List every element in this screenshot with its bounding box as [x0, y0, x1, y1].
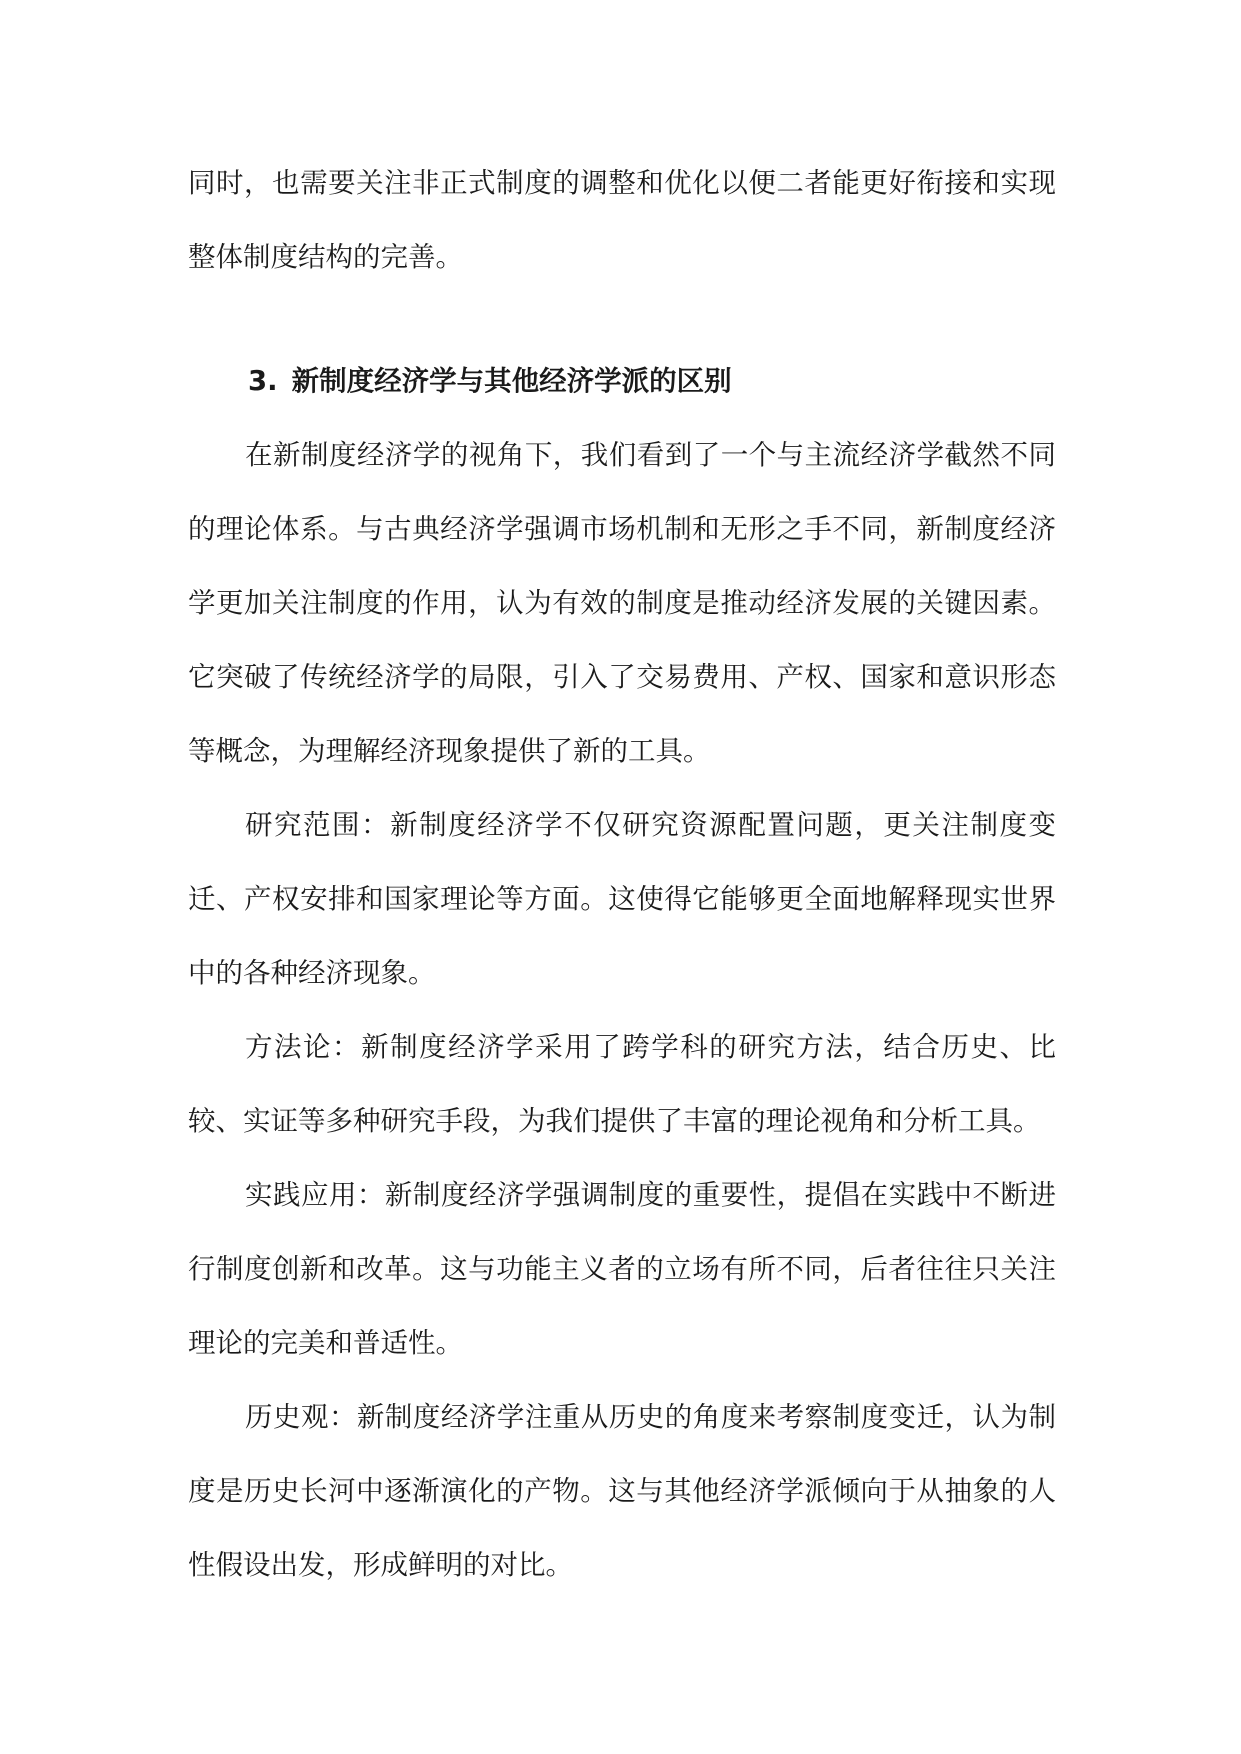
document-body — [188, 146, 1056, 1602]
continuation-paragraph: 同时，也需要关注非正式制度的调整和优化以便二者能更好衔接和实现整体制度结构的完善。 — [188, 167, 1056, 273]
paragraph-historical-view: 历史观：新制度经济学注重从历史的角度来考察制度变迁，认为制度是历史长河中逐渐演化的产物。这与其他经济学派倾向于从抽象的人性假设出发，形成鲜明的对比。 — [188, 1401, 1056, 1581]
paragraph-practice: 实践应用：新制度经济学强调制度的重要性，提倡在实践中不断进行制度创新和改革。这与功能主义者的立场有所不同，后者往往只关注理论的完美和普适性。 — [188, 1179, 1056, 1359]
paragraph-research-scope: 研究范围：新制度经济学不仅研究资源配置问题，更关注制度变迁、产权安排和国家理论等方面。这使得它能够更全面地解释现实世界中的各种经济现象。 — [188, 809, 1056, 989]
section-number: 3. — [248, 365, 278, 397]
section-title: 新制度经济学与其他经济学派的区别 — [291, 365, 732, 397]
paragraph-methodology: 方法论：新制度经济学采用了跨学科的研究方法，结合历史、比较、实证等多种研究手段，为我们提供了丰富的理论视角和分析工具。 — [188, 1031, 1056, 1137]
paragraph-intro: 在新制度经济学的视角下，我们看到了一个与主流经济学截然不同的理论体系。与古典经济学强调市场机制和无形之手不同，新制度经济学更加关注制度的作用，认为有效的制度是推动经济发展的关键因素。它突破了传统经济学的局限，引入了交易费用、产权、国家和意识形态等概念，为理解经济现象提供了新的工具。 — [188, 439, 1056, 767]
section-heading — [188, 294, 1056, 418]
